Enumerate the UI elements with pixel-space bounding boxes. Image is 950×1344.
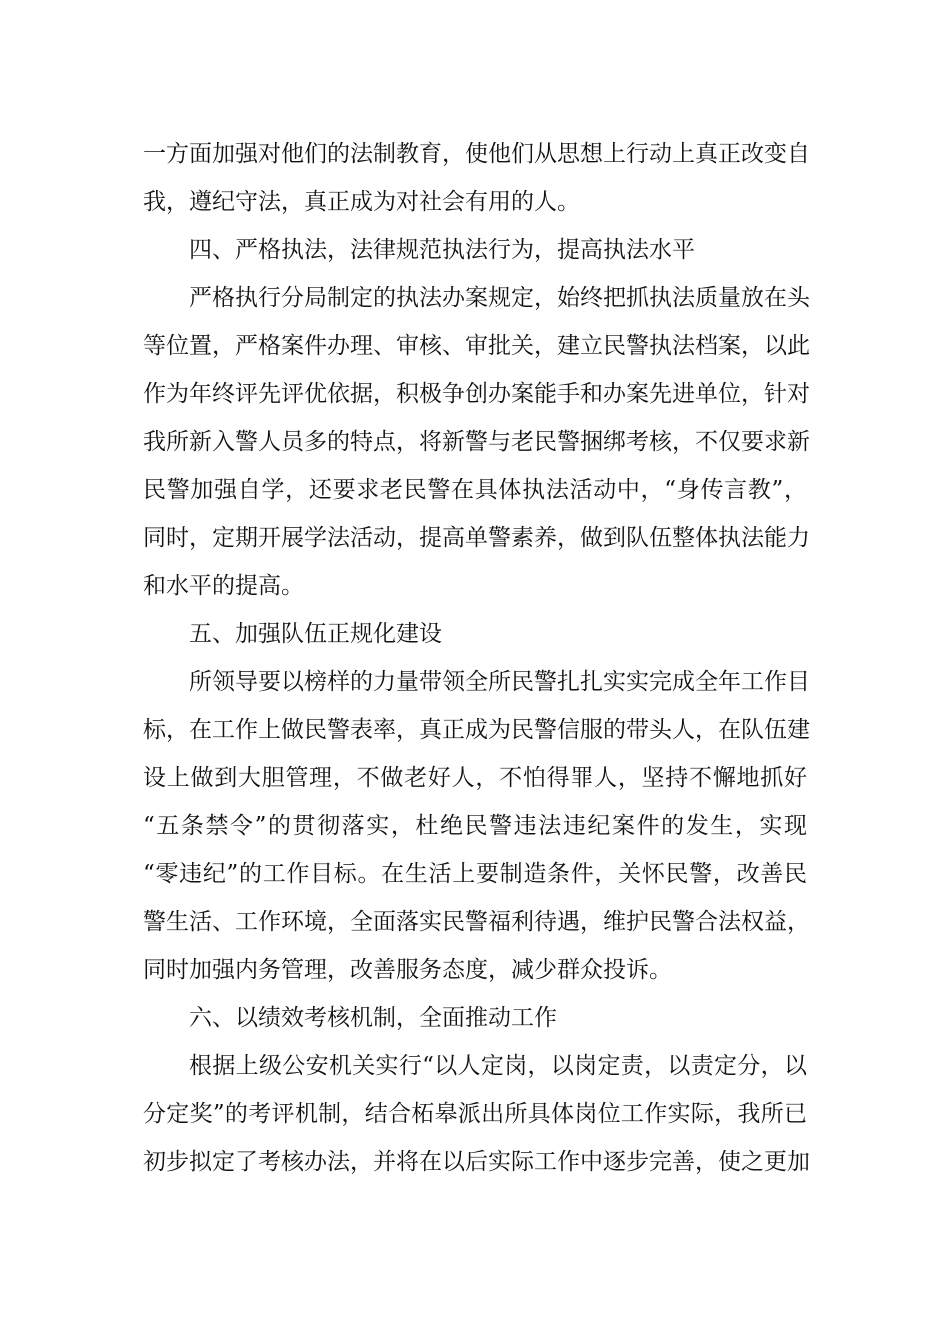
paragraph-line: 民警加强自学，还要求老民警在具体执法活动中，“身传言教”， [143,477,807,503]
paragraph-line: 初步拟定了考核办法，并将在以后实际工作中逐步完善，使之更加 [143,1149,810,1175]
paragraph-line: 等位置，严格案件办理、审核、审批关，建立民警执法档案，以此 [143,333,810,359]
paragraph-line: 所领导要以榜样的力量带领全所民警扎扎实实完成全年工作目 [189,669,810,695]
paragraph-line: 设上做到大胆管理，不做老好人，不怕得罪人，坚持不懈地抓好 [143,765,807,791]
paragraph-line: 一方面加强对他们的法制教育，使他们从思想上行动上真正改变自 [143,141,810,167]
document-body [143,130,810,1186]
paragraph-line: 作为年终评先评优依据，积极争创办案能手和办案先进单位，针对 [143,381,810,407]
paragraph-line: 严格执行分局制定的执法办案规定，始终把抓执法质量放在头 [189,285,810,311]
section-heading: 五、加强队伍正规化建设 [189,621,442,647]
paragraph-line: “五条禁令”的贯彻落实，杜绝民警违法违纪案件的发生，实现 [143,813,807,839]
paragraph-line: 我，遵纪守法，真正成为对社会有用的人。 [143,189,580,215]
paragraph-line: 同时加强内务管理，改善服务态度，减少群众投诉。 [143,957,672,983]
section-heading: 六、以绩效考核机制，全面推动工作 [189,1005,557,1031]
paragraph-line: 标，在工作上做民警表率，真正成为民警信服的带头人，在队伍建 [143,717,810,743]
section-heading: 四、严格执法，法律规范执法行为，提高执法水平 [189,237,695,263]
paragraph-line: 同时，定期开展学法活动，提高单警素养，做到队伍整体执法能力 [143,525,810,551]
paragraph-line: 和水平的提高。 [143,573,304,599]
paragraph-line: 分定奖”的考评机制，结合柘皋派出所具体岗位工作实际，我所已 [143,1101,807,1127]
paragraph-line: “零违纪”的工作目标。在生活上要制造条件，关怀民警，改善民 [143,861,807,887]
paragraph-line: 根据上级公安机关实行“以人定岗，以岗定责，以责定分，以 [189,1053,807,1079]
paragraph-line: 我所新入警人员多的特点，将新警与老民警捆绑考核，不仅要求新 [143,429,810,455]
paragraph-line: 警生活、工作环境，全面落实民警福利待遇，维护民警合法权益， [143,909,810,935]
